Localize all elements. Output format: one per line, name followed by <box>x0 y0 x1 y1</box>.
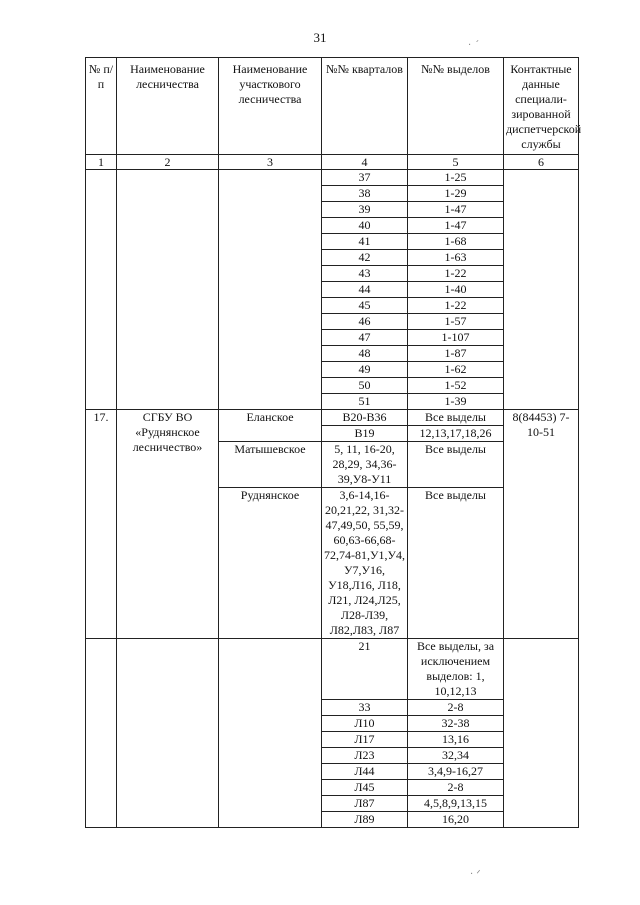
quarter-cell: Л17 <box>322 732 408 748</box>
allotment-cell: 1-52 <box>408 378 504 394</box>
allotment-cell: 1-62 <box>408 362 504 378</box>
allotment-cell: 32,34 <box>408 748 504 764</box>
quarter-cell: 44 <box>322 282 408 298</box>
district-forestry-name: Руднянское <box>219 488 322 639</box>
quarter-cell: Л89 <box>322 812 408 828</box>
forestry-name: СГБУ ВО «Руднянское лесничество» <box>117 410 219 639</box>
empty-cell <box>219 170 322 410</box>
column-number: 6 <box>504 155 579 170</box>
column-number: 3 <box>219 155 322 170</box>
empty-cell <box>86 170 117 410</box>
page-number: 31 <box>313 30 327 45</box>
allotment-cell: Все выделы <box>408 442 504 488</box>
allotment-cell: 1-107 <box>408 330 504 346</box>
scan-mark: · ˊ <box>468 40 480 51</box>
column-number: 2 <box>117 155 219 170</box>
allotment-cell: 1-47 <box>408 202 504 218</box>
header-forestry: Наименование лесничества <box>117 58 219 155</box>
header-allotments: №№ выделов <box>408 58 504 155</box>
contact-cell: 8(84453) 7-10-51 <box>504 410 579 639</box>
quarter-cell: В20-В36 <box>322 410 408 426</box>
allotment-cell: 1-47 <box>408 218 504 234</box>
allotment-cell: Все выделы <box>408 488 504 639</box>
scan-mark: · ᐟ <box>470 869 481 880</box>
header-contact: Контактные данные специали-зированной диспетчерской службы <box>504 58 579 155</box>
header-number: № п/п <box>86 58 117 155</box>
allotment-cell: 1-87 <box>408 346 504 362</box>
quarter-cell: 40 <box>322 218 408 234</box>
allotment-cell: 1-68 <box>408 234 504 250</box>
allotment-cell: Все выделы <box>408 410 504 426</box>
row-number: 17. <box>86 410 117 639</box>
allotment-cell: 1-57 <box>408 314 504 330</box>
header-row <box>86 58 579 155</box>
allotment-cell: 1-39 <box>408 394 504 410</box>
quarter-cell: 3,6-14,16-20,21,22, 31,32-47,49,50, 55,59, 60,63-66,68-72,74-81,У1,У4, У7,У16, У18,Л16, Л18, Л21, Л24,Л25, Л28-Л39, Л82,Л83, Л87 <box>322 488 408 639</box>
column-number: 4 <box>322 155 408 170</box>
allotment-cell: 1-40 <box>408 282 504 298</box>
quarter-cell: 46 <box>322 314 408 330</box>
quarter-cell: 51 <box>322 394 408 410</box>
quarter-cell: 50 <box>322 378 408 394</box>
empty-cell <box>86 639 117 828</box>
quarter-cell: Л23 <box>322 748 408 764</box>
allotment-cell: 3,4,9-16,27 <box>408 764 504 780</box>
quarter-cell: 5, 11, 16-20, 28,29, 34,36-39,У8-У11 <box>322 442 408 488</box>
header-quarters: №№ кварталов <box>322 58 408 155</box>
quarter-cell: 48 <box>322 346 408 362</box>
allotment-cell: 2-8 <box>408 780 504 796</box>
allotment-cell: 4,5,8,9,13,15 <box>408 796 504 812</box>
column-number-row <box>86 155 579 170</box>
allotment-cell: 2-8 <box>408 700 504 716</box>
quarter-cell: 21 <box>322 639 408 700</box>
forestry-table <box>85 57 582 828</box>
allotment-cell: 12,13,17,18,26 <box>408 426 504 442</box>
column-number: 5 <box>408 155 504 170</box>
quarter-cell: 42 <box>322 250 408 266</box>
allotment-cell: 32-38 <box>408 716 504 732</box>
quarter-cell: В19 <box>322 426 408 442</box>
quarter-cell: 41 <box>322 234 408 250</box>
table-row <box>86 410 579 426</box>
quarter-cell: Л87 <box>322 796 408 812</box>
district-forestry-name: Еланское <box>219 410 322 442</box>
quarter-cell: 38 <box>322 186 408 202</box>
column-number: 1 <box>86 155 117 170</box>
allotment-cell: Все выделы, за исключением выделов: 1, 10,12,13 <box>408 639 504 700</box>
empty-cell <box>504 639 579 828</box>
allotment-cell: 13,16 <box>408 732 504 748</box>
quarter-cell: Л10 <box>322 716 408 732</box>
allotment-cell: 1-29 <box>408 186 504 202</box>
table-row <box>86 639 579 700</box>
quarter-cell: 39 <box>322 202 408 218</box>
district-forestry-name: Матышевское <box>219 442 322 488</box>
allotment-cell: 1-22 <box>408 298 504 314</box>
allotment-cell: 1-63 <box>408 250 504 266</box>
quarter-cell: 47 <box>322 330 408 346</box>
empty-cell <box>117 170 219 410</box>
quarter-cell: 49 <box>322 362 408 378</box>
quarter-cell: 33 <box>322 700 408 716</box>
table-row <box>86 170 579 186</box>
quarter-cell: 43 <box>322 266 408 282</box>
quarter-cell: Л44 <box>322 764 408 780</box>
empty-cell <box>504 170 579 410</box>
empty-cell <box>117 639 219 828</box>
allotment-cell: 1-25 <box>408 170 504 186</box>
quarter-cell: 45 <box>322 298 408 314</box>
quarter-cell: Л45 <box>322 780 408 796</box>
allotment-cell: 16,20 <box>408 812 504 828</box>
quarter-cell: 37 <box>322 170 408 186</box>
header-district-forestry: Наименование участкового лесничества <box>219 58 322 155</box>
allotment-cell: 1-22 <box>408 266 504 282</box>
empty-cell <box>219 639 322 828</box>
